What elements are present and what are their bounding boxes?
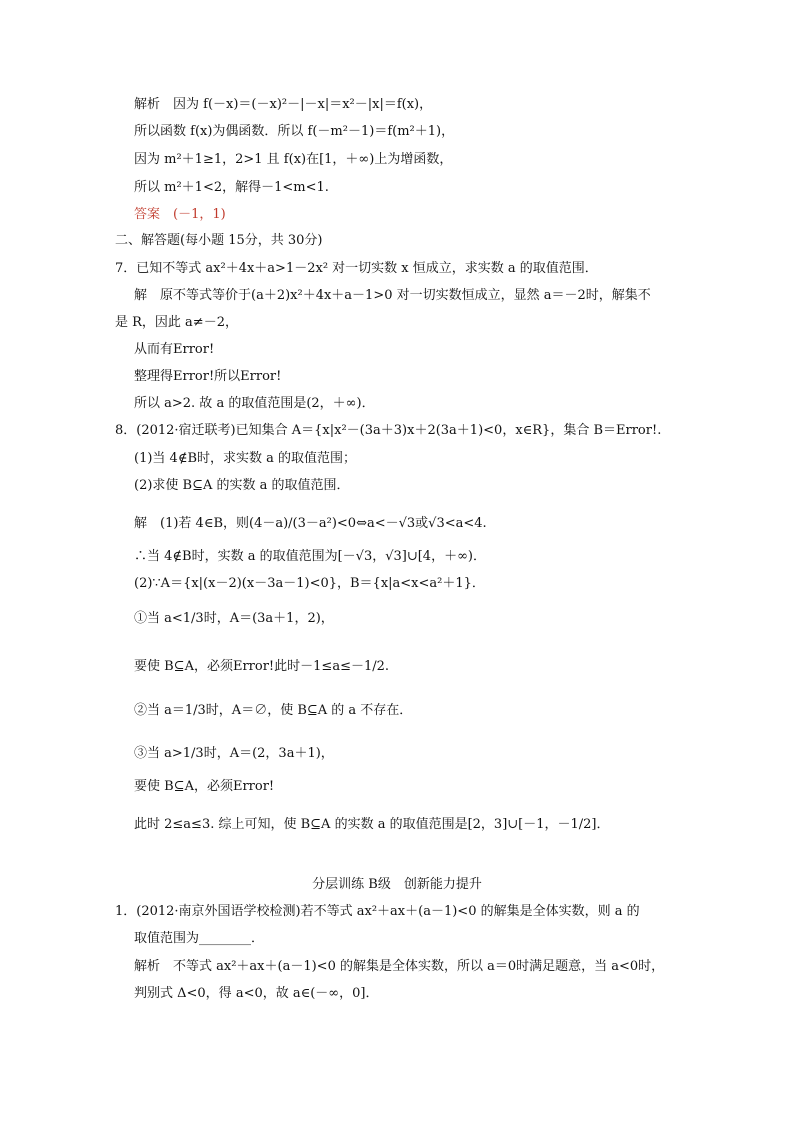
problem-7-solution-3: 从而有Error! bbox=[134, 342, 215, 357]
problem-7-solution-4: 整理得Error!所以Error! bbox=[134, 369, 282, 384]
problem-8-solution-3: (2)∵A＝{x|(x－2)(x－3a－1)<0}，B＝{x|a<x<a²＋1}． bbox=[134, 576, 485, 591]
problem-8-solution-1: 解 (1)若 4∈B，则(4－a)/(3－a²)<0⇔a<－√3或√3<a<4. bbox=[134, 516, 487, 531]
problem-7-statement: 7．已知不等式 ax²＋4x＋a>1－2x² 对一切实数 x 恒成立，求实数 a 的取值范围． bbox=[115, 261, 598, 276]
problem-8-conclusion: 此时 2≤a≤3. 综上可知，使 B⊆A 的实数 a 的取值范围是[2，3]∪[－1，－1/2]． bbox=[134, 817, 610, 832]
problem-8-case-1-condition: 要使 B⊆A，必须Error!此时－1≤a≤－1/2. bbox=[134, 659, 390, 674]
problem-b1-analysis-1: 解析 不等式 ax²＋ax＋(a－1)<0 的解集是全体实数，所以 a＝0时满足题意，当 a<0时， bbox=[134, 959, 665, 974]
problem-b1-analysis-2: 判别式 Δ<0，得 a<0，故 a∈(－∞，0]． bbox=[134, 986, 379, 1001]
problem-8-case-3: ③当 a>1/3时，A＝(2，3a＋1)， bbox=[134, 746, 334, 761]
problem-7-solution-2: 是 R，因此 a≠－2， bbox=[115, 315, 238, 330]
problem-8-part-2: (2)求使 B⊆A 的实数 a 的取值范围． bbox=[134, 478, 350, 493]
problem-8-solution-2: ∴当 4∉B时，实数 a 的取值范围为[－√3，√3]∪[4，＋∞)． bbox=[134, 549, 486, 564]
analysis-line-2: 所以函数 f(x)为偶函数．所以 f(－m²－1)＝f(m²＋1)， bbox=[134, 124, 455, 139]
analysis-line-3: 因为 m²＋1≥1，2>1 且 f(x)在[1，＋∞)上为增函数， bbox=[134, 152, 453, 167]
analysis-line-1: 解析 因为 f(－x)＝(－x)²－|－x|＝x²－|x|＝f(x)， bbox=[134, 97, 433, 112]
answer-line: 答案 (－1，1) bbox=[134, 207, 226, 222]
problem-8-case-1: ①当 a<1/3时，A＝(3a＋1，2)， bbox=[134, 611, 334, 626]
section-b-heading: 分层训练 B级 创新能力提升 bbox=[312, 877, 482, 892]
problem-7-solution-5: 所以 a>2. 故 a 的取值范围是(2，＋∞)． bbox=[134, 396, 375, 411]
analysis-line-4: 所以 m²＋1<2，解得－1<m<1. bbox=[134, 180, 329, 195]
problem-8-statement: 8．(2012·宿迁联考)已知集合 A＝{x|x²－(3a＋3)x＋2(3a＋1)<0，x∈R}，集合 B＝Error!. bbox=[115, 423, 662, 438]
problem-b1-statement-1: 1．(2012·南京外国语学校检测)若不等式 ax²＋ax＋(a－1)<0 的解集是全体实数，则 a 的 bbox=[115, 904, 640, 919]
section-heading: 二、解答题(每小题 15分，共 30分) bbox=[115, 233, 323, 248]
problem-7-solution-1: 解 原不等式等价于(a＋2)x²＋4x＋a－1>0 对一切实数恒成立，显然 a＝－2时，解集不 bbox=[134, 288, 651, 303]
problem-8-case-2: ②当 a＝1/3时，A＝∅，使 B⊆A 的 a 不存在． bbox=[134, 703, 413, 718]
problem-b1-statement-2: 取值范围为________． bbox=[134, 931, 265, 946]
problem-8-case-3-condition: 要使 B⊆A，必须Error! bbox=[134, 779, 275, 794]
problem-8-part-1: (1)当 4∉B时，求实数 a 的取值范围； bbox=[134, 451, 357, 466]
